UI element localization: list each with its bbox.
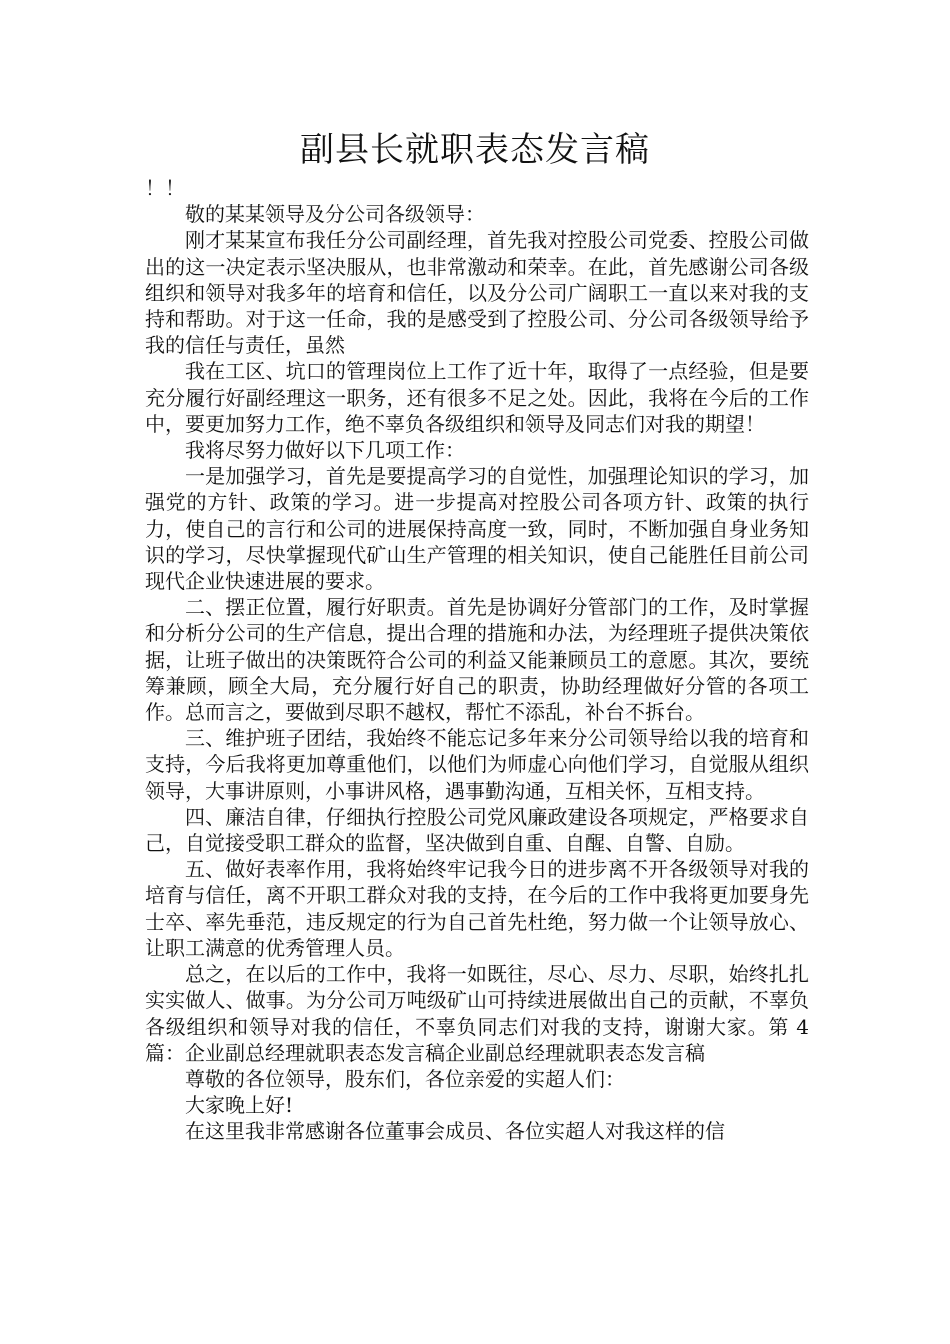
paragraph: 二、摆正位置，履行好职责。首先是协调好分管部门的工作，及时掌握和分析分公司的生产信息，提出合理的措施和办法，为经理班子提供决策依据，让班子做出的决策既符合公司的利益又能兼顾员工的意愿。其次，要统筹兼顾，顾全大局，充分履行好自己的职责，协助经理做好分管的各项工作。总而言之，要做到尽职不越权，帮忙不添乱，补台不拆台。 [145,595,809,725]
paragraph: 尊敬的各位领导，股东们，各位亲爱的实超人们： [185,1066,625,1091]
document-title: 副县长就职表态发言稿 [300,130,650,170]
paragraph: 我将尽努力做好以下几项工作： [185,438,465,463]
paragraph: 五、做好表率作用，我将始终牢记我今日的进步离不开各级领导对我的培育与信任，离不开职工群众对我的支持，在今后的工作中我将更加要身先士卒、率先垂范，违反规定的行为自己首先杜绝，努力做一个让领导放心、让职工满意的优秀管理人员。 [145,857,809,960]
document-body [145,175,809,1145]
paragraph: 四、廉洁自律，仔细执行控股公司党风廉政建设各项规定，严格要求自己，自觉接受职工群众的监督，坚决做到自重、自醒、自警、自励。 [145,804,809,856]
paragraph: ！！ [145,176,185,200]
paragraph: 我在工区、坑口的管理岗位上工作了近十年，取得了一点经验，但是要充分履行好副经理这一职务，还有很多不足之处。因此，我将在今后的工作中，要更加努力工作，绝不辜负各级组织和领导及同志们对我的期望！ [145,359,809,436]
paragraph: 一是加强学习，首先是要提高学习的自觉性，加强理论知识的学习，加强党的方针、政策的学习。进一步提高对控股公司各项方针、政策的执行力，使自己的言行和公司的进展保持高度一致，同时，不断加强自身业务知识的学习，尽快掌握现代矿山生产管理的相关知识，使自己能胜任目前公司现代企业快速进展的要求。 [145,464,809,594]
paragraph: 大家晚上好! [185,1093,294,1118]
paragraph: 在这里我非常感谢各位董事会成员、各位实超人对我这样的信 [185,1119,725,1144]
paragraph: 总之，在以后的工作中，我将一如既往，尽心、尽力、尽职，始终扎扎实实做人、做事。为分公司万吨级矿山可持续进展做出自己的贡献，不辜负各级组织和领导对我的信任，不辜负同志们对我的支持，谢谢大家。第 4 篇：企业副总经理就职表态发言稿企业副总经理就职表态发言稿 [145,962,809,1065]
paragraph: 敬的某某领导及分公司各级领导： [185,202,485,227]
paragraph: 刚才某某宣布我任分公司副经理，首先我对控股公司党委、控股公司做出的这一决定表示坚决服从，也非常激动和荣幸。在此，首先感谢公司各级组织和领导对我多年的培育和信任，以及分公司广阔职工一直以来对我的支持和帮助。对于这一任命，我的是感受到了控股公司、分公司各级领导给予我的信任与责任，虽然 [145,228,809,358]
paragraph: 三、维护班子团结，我始终不能忘记多年来分公司领导给以我的培育和支持，今后我将更加尊重他们，以他们为师虚心向他们学习，自觉服从组织领导，大事讲原则，小事讲风格，遇事勤沟通，互相关怀，互相支持。 [145,726,809,803]
